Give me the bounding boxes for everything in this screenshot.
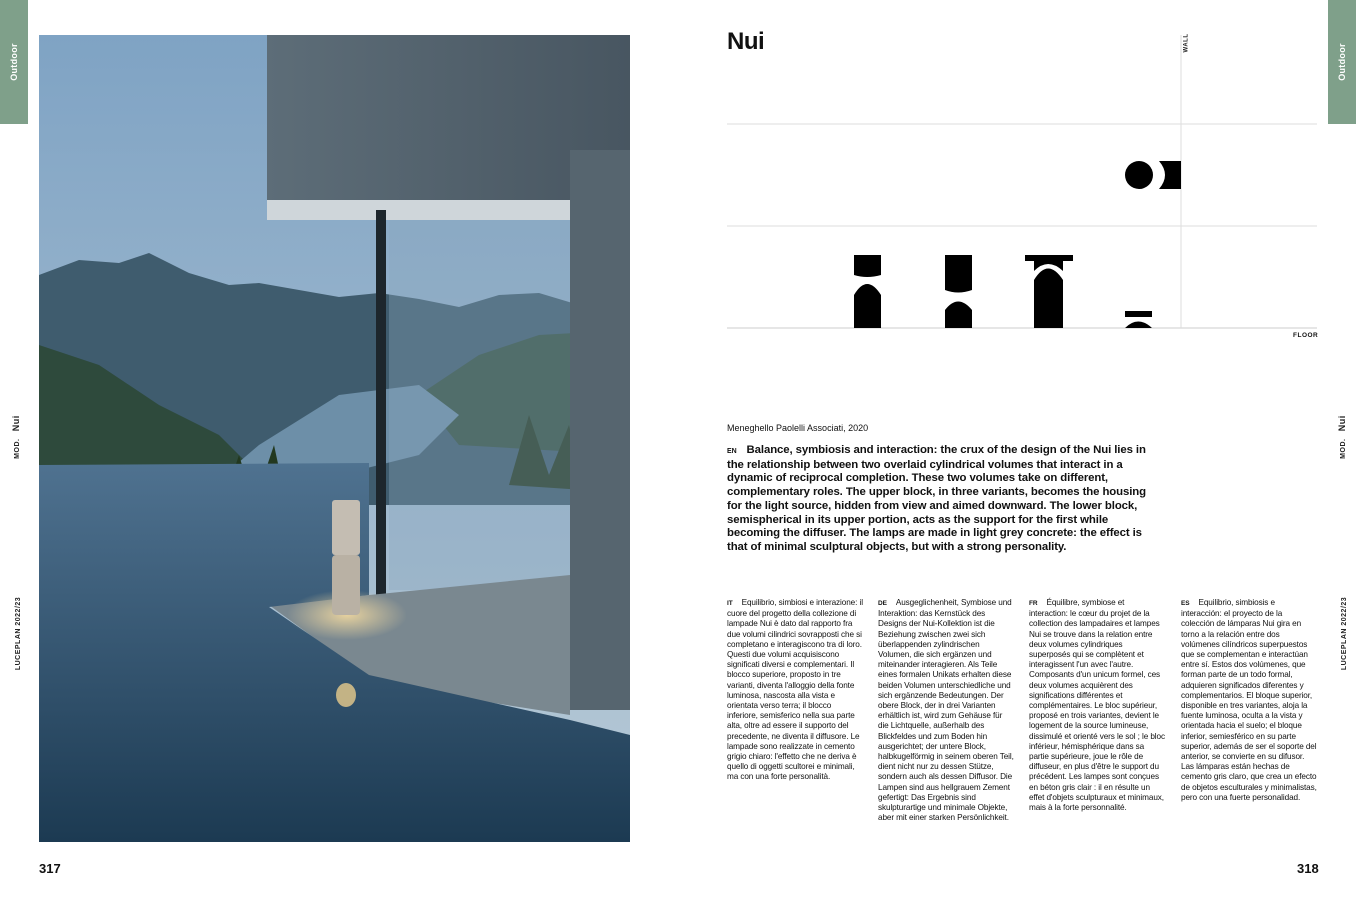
page-number-left: 317 xyxy=(39,861,61,876)
lang-code: DE xyxy=(878,600,887,607)
column-text: Equilibrio, simbiosi e interazione: il cuore del progetto della collezione di lampade Nui è dato dal rapporto fra due volumi cilindrici sovrapposti che si completano e interagiscono tra di loro. Questi due volumi acquisiscono significati diversi e complementari. Il blocco superiore, proposto in tre varianti, diventa l'alloggio della fonte luminosa, nascosta alla vista e orientata verso terra; il blocco inferiore, semisferico nella sua parte alta, oltre ad essere il supporto del precedente, ne diventa il diffusore. Le lampade sono realizzate in cemento grigio chiaro: l'effetto che ne deriva è quello di oggetti scultorei e minimali, ma con una forte personalità. xyxy=(727,598,863,782)
wall-label: WALL xyxy=(1183,33,1190,53)
text-column-es xyxy=(1181,598,1317,803)
floor-lamp-3 xyxy=(1025,255,1073,328)
lead-paragraph-en xyxy=(727,444,1163,555)
section-tab-left[interactable] xyxy=(0,0,28,124)
text-column-fr xyxy=(1029,598,1165,813)
wall-label-wrap xyxy=(1183,33,1193,56)
section-tab-label: Outdoor xyxy=(9,43,19,81)
lang-code: EN xyxy=(727,448,737,455)
product-family-diagram xyxy=(727,35,1322,345)
column-text: Ausgeglichenheit, Symbiose und Interaktion: das Kernstück des Designs der Nui-Kollektion ist die Beziehung zwischen zwei sich überlappenden zylindrischen Volumen, die sich ergänzen und miteinander interagieren. Als Teile eines formalen Unikats erhalten diese beiden Volumen unterschiedliche und sich ergänzende Bedeutungen. Der obere Block, der in drei Varianten erhältlich ist, wird zum Gehäuse für die Lichtquelle, außerhalb des Blickfeldes und zum Boden hin ausgerichtet; der untere Block, halbkugelförmig in seinem oberen Teil, dient nicht nur zu dessen Stütze, sondern auch als dessen Diffusor. Die Lampen sind aus hellgrauem Zement gefertigt: Das Ergebnis sind skulpturartige und minimale Objekte, aber mit einer starken Persönlichkeit. xyxy=(878,598,1014,823)
column-text: Équilibre, symbiose et interaction: le cœur du projet de la collection des lampadaires et lampes Nui se trouve dans la relation entre deux volumes cylindriques superposés qui se complètent et interagissent l'un avec l'autre. Composants d'un unicum formel, ces deux volumes acquièrent des significations différentes et complémentaires. Le bloc supérieur, proposé en trois variantes, devient le logement de la source lumineuse, dissimulé et orienté vers le sol ; le bloc inférieur, hémisphérique dans sa partie supérieure, joue le rôle de diffuseur, en plus d'être le support du précédent. Les lampes sont conçues en béton gris clair : il en résulte un effet d'objets sculpturaux et minimaux, mais à la forte personnalité. xyxy=(1029,598,1165,813)
floor-lamp-small xyxy=(1125,311,1152,328)
page-number-right: 318 xyxy=(1297,861,1319,876)
wall-lamp-round xyxy=(1125,161,1153,189)
section-tab-label: Outdoor xyxy=(1337,43,1347,81)
running-header-catalog-left: LUCEPLAN 2022/23 xyxy=(15,596,23,671)
floor-lamp-1 xyxy=(854,255,881,328)
lang-code: FR xyxy=(1029,600,1038,607)
running-header-mod-right: MOD. Nui xyxy=(1336,415,1347,459)
running-header-mod-left: MOD. Nui xyxy=(10,415,21,459)
floor-lamp-2 xyxy=(945,255,972,328)
section-tab-right[interactable] xyxy=(1328,0,1356,124)
wall-lamp-half xyxy=(1159,161,1181,189)
product-photo xyxy=(39,35,630,842)
lang-code: ES xyxy=(1181,600,1190,607)
running-header-catalog-right: LUCEPLAN 2022/23 xyxy=(1341,596,1349,671)
lead-text: Balance, symbiosis and interaction: the crux of the design of the Nui lies in the relationship between two overlaid cylindrical volumes that interact in a dynamic of reciprocal completion. These two volumes take on different, complementary roles. The upper block, in three variants, becomes the housing for the light source, hidden from view and aimed downward. The lower block, semispherical in its upper portion, acts as the support for the first while becoming the diffuser. The lamps are made in light grey concrete: the effect is that of minimal sculptural objects, but with a strong personality. xyxy=(727,444,1147,553)
text-column-de xyxy=(878,598,1014,823)
text-column-it xyxy=(727,598,863,783)
floor-label: FLOOR xyxy=(1293,332,1319,339)
lang-code: IT xyxy=(727,600,733,607)
column-text: Equilibrio, simbiosis e interacción: el proyecto de la colección de lámparas Nui gira en torno a la relación entre dos volúmenes cilíndricos superpuestos que se complementan e interactúan entre sí. Estos dos volúmenes, que forman parte de un todo formal, adquieren significados diferentes y complementarios. El bloque superior, disponible en tres variantes, aloja la fuente luminosa, oculta a la vista y orientada hacia el suelo; el bloque inferior, semiesférico en su parte superior, además de ser el soporte del anterior, se convierte en su difusor. Las lámparas están hechas de cemento gris claro, que crea un efecto de objetos esculturales y minimalistas, pero con una fuerte personalidad. xyxy=(1181,598,1317,802)
designer-credit: Meneghello Paolelli Associati, 2020 xyxy=(727,423,869,433)
product-title: Nui xyxy=(727,28,765,55)
